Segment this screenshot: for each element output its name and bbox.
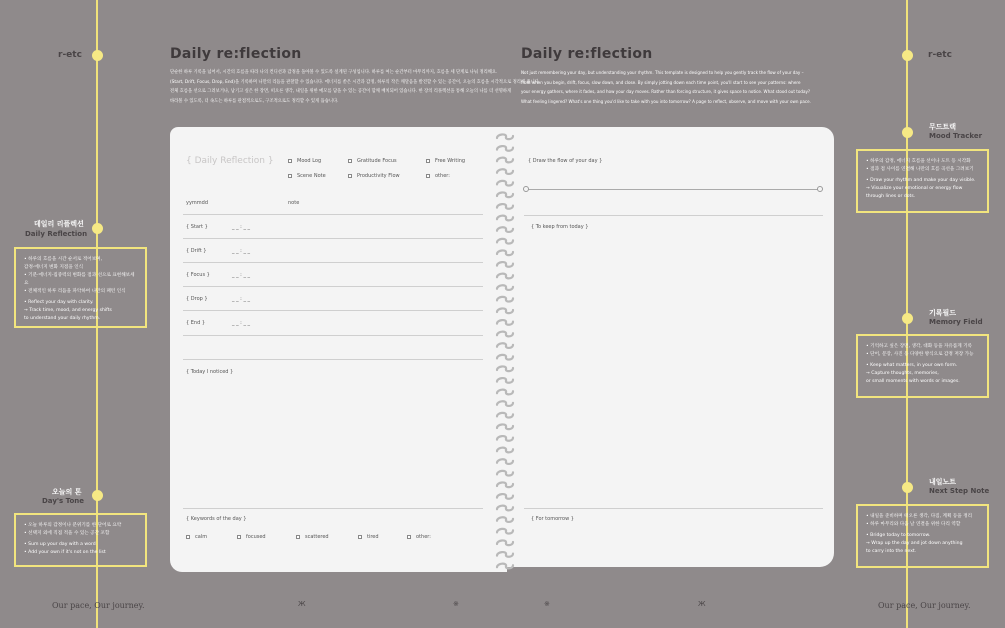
card-text: → Wrap up the day and jot down anything (866, 541, 963, 546)
ornament-icon: Ж (298, 600, 306, 608)
option-mood-log[interactable] (288, 158, 321, 164)
card-text: • 단어, 문장, 사진 등 다양한 방식으로 감정 저장 가능 (866, 352, 974, 357)
checkbox-icon (288, 174, 292, 178)
divider (183, 335, 483, 336)
spiral-coil (497, 308, 513, 313)
spiral-coil (497, 448, 513, 453)
spiral-coil (497, 285, 513, 290)
notebook-right-page (507, 127, 834, 567)
spiral-coil (497, 424, 513, 429)
spiral-coil (497, 436, 513, 441)
date-label: yymmdd (186, 200, 209, 206)
keyword-label: tired (367, 534, 379, 540)
spiral-coil (497, 320, 513, 325)
spiral-coil (497, 552, 513, 557)
ornament-icon: ※ (544, 600, 550, 608)
card-text: • 오늘 하루의 감정이나 분위기를 한 단어로 요약 (24, 523, 122, 528)
keyword-label: focused (246, 534, 266, 540)
left-rail-tag: r-etc (58, 50, 82, 60)
timeline-dot (92, 490, 103, 501)
card-text: → Track time, mood, and energy shifts (24, 308, 112, 313)
time-row-time[interactable]: _ _ : _ _ (232, 272, 251, 278)
option-label: Gratitude Focus (357, 158, 397, 164)
keyword-scattered[interactable] (296, 534, 329, 540)
spiral-coil (497, 274, 513, 279)
time-row-time[interactable]: _ _ : _ _ (232, 248, 251, 254)
intro-text-en (521, 68, 826, 106)
intro-text-ko (170, 68, 541, 106)
section-ko-title: 내일노트 (929, 478, 957, 486)
intro-title-en: Daily re:flection (521, 46, 653, 62)
time-row-time[interactable]: _ _ : _ _ (232, 224, 251, 230)
time-row-label: { Drop } (186, 296, 208, 302)
card-text: through lines or dots. (866, 194, 916, 199)
spiral-coil (497, 134, 513, 139)
spiral-coil (497, 540, 513, 545)
spiral-coil (497, 459, 513, 464)
timeline-dot (902, 482, 913, 493)
flow-end-point[interactable] (817, 186, 823, 192)
section-en-title: Memory Field (929, 318, 983, 326)
spiral-coil (497, 564, 513, 569)
intro-line: 단순한 하루 기록을 넘어서, 시간의 흐름을 따라 나의 컨디션과 감정을 돌아볼 수 있도록 설계된 구성입니다. 하루를 여는 순간부터 마무리까지, 흐름을 세 단계로 나눠 정리해요. (170, 70, 498, 75)
spiral-coil (497, 482, 513, 487)
divider (183, 286, 483, 287)
note-label: note (288, 200, 300, 206)
card-text: • Reflect your day with clarity. (24, 300, 94, 305)
section-ko-title: 무드트랙 (929, 123, 957, 131)
card-text: • 내일을 준비하며 떠오른 생각, 다짐, 계획 등을 정리 (866, 514, 973, 519)
right-rail-tag: r-etc (928, 50, 952, 60)
section-en-title: Next Step Note (929, 487, 990, 495)
spiral-coil (497, 378, 513, 383)
checkbox-icon (358, 535, 362, 539)
card-text: to carry into the next. (866, 549, 917, 554)
noticed-label: { Today I noticed } (186, 369, 234, 375)
card-text: • Add your own if it's not on the list (24, 550, 106, 555)
intro-line: Not just remembering your day, but understanding your rhythm. This template is designed to help you gently track the flow of your day – (521, 70, 804, 75)
divider (524, 215, 823, 216)
keyword-calm[interactable] (186, 534, 207, 540)
keyword-focused[interactable] (237, 534, 266, 540)
checkbox-icon (426, 174, 430, 178)
section-en-title: Mood Tracker (929, 132, 983, 140)
divider (524, 508, 823, 509)
card-text: or small moments with words or images. (866, 379, 960, 384)
spiral-coil (497, 216, 513, 221)
card-text: • Draw your rhythm and make your day visible. (866, 178, 976, 183)
spiral-coil (497, 169, 513, 174)
card-text: • 기분·에너지·집중력의 변화를 점과 선으로 표현해보세요 (24, 273, 135, 286)
spiral-coil (497, 146, 513, 151)
time-row-time[interactable]: _ _ : _ _ (232, 320, 251, 326)
daily-reflection-card (14, 247, 147, 328)
card-text: • Sum up your day with a word (24, 542, 96, 547)
option-label: other: (435, 173, 450, 179)
time-row-label: { End } (186, 320, 206, 326)
timeline-dot (902, 50, 913, 61)
keyword-label: other: (416, 534, 431, 540)
next-step-card (856, 504, 989, 568)
divider (183, 310, 483, 311)
flow-track-line (526, 189, 820, 190)
option-free-writing[interactable] (426, 158, 465, 164)
card-text: to understand your daily rhythm. (24, 316, 101, 321)
spiral-coil (497, 355, 513, 360)
checkbox-icon (296, 535, 300, 539)
spiral-coil (497, 366, 513, 371)
card-text: • 전체적인 하루 리듬을 파악하여 나만의 패턴 인식 (24, 289, 126, 294)
intro-line: from when you begin, drift, focus, slow down, and close. By simply jotting down each time point, you'll start to see your patterns: where (521, 79, 801, 85)
spiral-coil (497, 250, 513, 255)
intro-line: 전체 흐름을 선으로 그려보거나, 남기고 싶은 한 장면, 떠오른 생각, 내일을 위한 메모를 담을 수 있는 공간이 함께 배치되어 있습니다. 한 장의 리플렉션을 통해 오늘의 나를 더 선명하게 (170, 89, 512, 94)
days-tone-card (14, 513, 147, 567)
keyword-tired[interactable] (358, 534, 379, 540)
right-footer: Our pace, Our journey. (878, 601, 971, 610)
time-row-label: { Drift } (186, 248, 207, 254)
option-gratitude-focus[interactable] (348, 158, 397, 164)
option-scene-note[interactable] (288, 173, 326, 179)
spiral-coil (497, 529, 513, 534)
checkbox-icon (348, 174, 352, 178)
option-other[interactable] (426, 173, 450, 179)
checkbox-icon (426, 159, 430, 163)
section-ko-title: 기록필드 (929, 309, 957, 317)
keywords-label: { Keywords of the day } (186, 516, 247, 522)
section-en-title: Daily Reflection (25, 230, 88, 238)
card-text: → Capture thoughts, memories, (866, 371, 939, 376)
timeline-dot (92, 223, 103, 234)
tomorrow-label: { For tomorrow } (531, 516, 574, 522)
keyword-other[interactable] (407, 534, 431, 540)
checkbox-icon (237, 535, 241, 539)
intro-line: (Start, Drift, Focus, Drop, End)을 기록하며 나만의 리듬을 관찰할 수 있습니다. 에너지를 쏟은 시간과 감정, 하루의 작은 깨달음을 발견할 수 있는 공간이, 오늘의 흐름을 시각적으로 정리해 줍니다. (170, 79, 541, 85)
card-text: • 기억하고 싶은 장면, 생각, 대화 등을 자유롭게 기록 (866, 344, 973, 349)
timeline-dot (92, 50, 103, 61)
spiral-coil (497, 390, 513, 395)
card-text: → Visualize your emotional or energy flow (866, 186, 963, 191)
card-text: • 하루 마무리와 다음 날 연결을 위한 다리 역할 (866, 522, 961, 527)
card-text: • Keep what matters, in your own form. (866, 363, 958, 368)
flow-label: { Draw the flow of your day } (528, 158, 603, 164)
option-label: Productivity Flow (357, 173, 400, 179)
flow-start-point[interactable] (523, 186, 529, 192)
checkbox-icon (348, 159, 352, 163)
time-row-time[interactable]: _ _ : _ _ (232, 296, 251, 302)
ornament-icon: ※ (453, 600, 459, 608)
memory-field-card (856, 334, 989, 398)
timeline-dot (902, 127, 913, 138)
divider (183, 508, 483, 509)
checkbox-icon (288, 159, 292, 163)
time-row-label: { Start } (186, 224, 208, 230)
card-text: • 선택지 외에 직접 적을 수 있는 공간 포함 (24, 531, 110, 536)
option-productivity-flow[interactable] (348, 173, 400, 179)
card-text: • 점과 점 사이를 연결해 나만의 흐름 곡선을 그려보기 (866, 167, 974, 172)
intro-line: What feeling lingered? What's one thing you'd like to take with you into tomorrow? A page to reflect, observe, and move with your own pace. (521, 98, 811, 104)
time-row-label: { Focus } (186, 272, 210, 278)
checkbox-icon (186, 535, 190, 539)
card-text: 감정·에너지 변화 지점을 인식 (24, 265, 84, 270)
ornament-icon: Ж (698, 600, 706, 608)
spiral-coil (497, 517, 513, 522)
divider (183, 214, 483, 215)
spiral-coil (497, 413, 513, 418)
reflection-heading: { Daily Reflection } (186, 156, 274, 166)
spiral-binding (494, 128, 516, 573)
spiral-coil (497, 332, 513, 337)
divider (183, 359, 483, 360)
section-en-title: Day's Tone (42, 497, 85, 505)
spiral-coil (497, 158, 513, 163)
timeline-dot (902, 313, 913, 324)
option-label: Mood Log (297, 158, 322, 164)
spiral-coil (497, 262, 513, 267)
intro-title-ko: Daily re:flection (170, 46, 302, 62)
section-ko-title: 데일리 리플렉션 (34, 220, 84, 228)
card-text: • Bridge today to tomorrow. (866, 533, 931, 538)
checkbox-icon (407, 535, 411, 539)
spiral-coil (497, 239, 513, 244)
spiral-coil (497, 343, 513, 348)
divider (183, 238, 483, 239)
spiral-coil (497, 192, 513, 197)
intro-line: 바라볼 수 있도록, 더 속도는 하루를 관점적으로도, 구조적으로도 정리할 수 있게 돕습니다. (170, 98, 339, 104)
spiral-coil (497, 494, 513, 499)
mood-tracker-card (856, 149, 989, 213)
keep-label: { To keep from today } (531, 224, 589, 230)
spiral-coil (497, 227, 513, 232)
spiral-coil (497, 181, 513, 186)
notebook-left-page (170, 127, 507, 572)
keyword-label: scattered (305, 534, 329, 540)
left-footer: Our pace, Our journey. (52, 601, 145, 610)
spiral-coil (497, 297, 513, 302)
intro-line: your energy gathers, where it fades, and how your day moves. Rather than forcing structure, it gives space to notice. What stood out today? (521, 89, 811, 94)
spiral-coil (497, 471, 513, 476)
option-label: Scene Note (297, 173, 326, 179)
spiral-coil (497, 401, 513, 406)
card-text: • 하루의 흐름을 시간 순서로 적어보며, (24, 257, 103, 262)
card-text: • 하루의 감정, 에너지 흐름을 선이나 도트 등 시각화 (866, 159, 971, 164)
divider (183, 262, 483, 263)
option-label: Free Writing (435, 158, 466, 164)
keyword-label: calm (195, 534, 208, 540)
spiral-coil (497, 204, 513, 209)
section-ko-title: 오늘의 톤 (52, 488, 82, 496)
spiral-coil (497, 506, 513, 511)
